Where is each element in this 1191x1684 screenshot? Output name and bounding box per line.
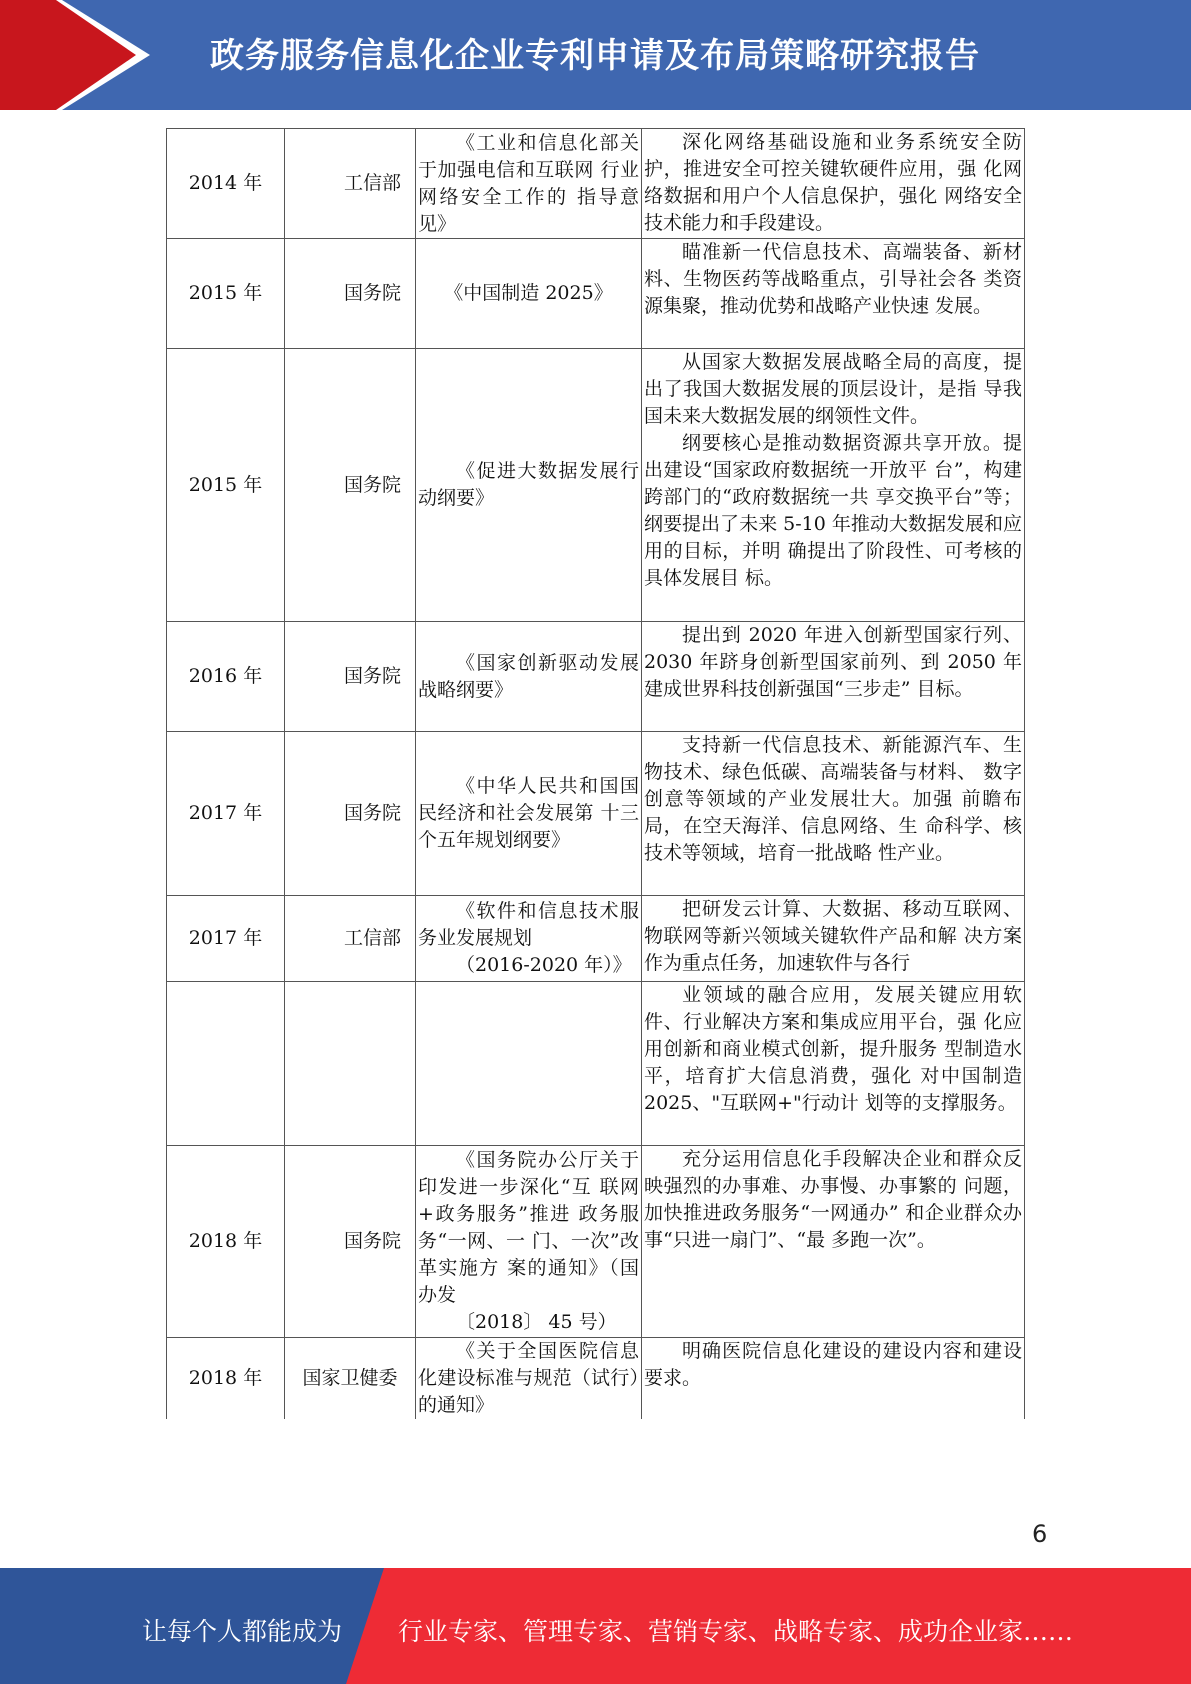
year-cell: 2017 年 [167,896,285,982]
year-cell: 2015 年 [167,239,285,349]
table-row [167,896,1025,982]
doc-cell: 《工业和信息化部关于加强电信和互联网 行业网络安全工作的 指导意见》 [416,129,642,239]
doc-cell [416,982,642,1146]
content-paragraph: 明确医院信息化建设的建设内容和建设要求。 [644,1340,1022,1389]
content-cell [642,129,1025,239]
content-paragraph: 瞄准新一代信息技术、高端装备、新材料、生物医药等战略重点，引导社会各 类资源集聚，推动优势和战略产业快速 发展。 [644,241,1022,317]
content-cell [642,239,1025,349]
content-cell [642,732,1025,896]
year-cell [167,982,285,1146]
header-red-chevron [0,0,150,110]
content-paragraph: 从国家大数据发展战略全局的高度，提出了我国大数据发展的顶层设计，是指 导我国未来大数据发展的纲领性文件。 [644,351,1022,427]
dept-cell: 工信部 [285,129,416,239]
content-paragraph: 业领域的融合应用，发展关键应用软件、行业解决方案和集成应用平台，强 化应用创新和商业模式创新，提升服务 型制造水平，培育扩大信息消费，强化 对中国制造 2025、"互联网+"行动计 划等的支撑服务。 [644,984,1022,1114]
content-paragraph: 纲要核心是推动数据资源共享开放。提出建设“国家政府数据统一开放平 台”，构建跨部门的“政府数据统一共 享交换平台”等；纲要提出了未来 5-10 年推动大数据发展和应用的目标，并明 确提出了阶段性、可考核的具体发展目 标。 [644,432,1022,589]
table-row [167,622,1025,732]
year-cell: 2014 年 [167,129,285,239]
doc-cell [416,896,642,982]
content-cell [642,622,1025,732]
year-cell: 2018 年 [167,1146,285,1338]
doc-title: 《国务院办公厅关于印发进一步深化“互 联网+政务服务”推进 政务服务“一网、一 门、一次”改革实施方 案的通知》（国办发 [418,1149,639,1306]
doc-cell: 《中华人民共和国国民经济和社会发展第 十三个五年规划纲要》 [416,732,642,896]
doc-cell: 《促进大数据发展行动纲要》 [416,349,642,622]
content-cell [642,1338,1025,1420]
year-cell: 2018 年 [167,1338,285,1420]
dept-cell: 国务院 [285,732,416,896]
table-row [167,1338,1025,1420]
dept-cell: 国务院 [285,239,416,349]
content-paragraph: 深化网络基础设施和业务系统安全防护，推进安全可控关键软硬件应用，强 化网络数据和用户个人信息保护，强化 网络安全技术能力和手段建设。 [644,131,1022,234]
page-title: 政务服务信息化企业专利申请及布局策略研究报告 [210,36,980,76]
content-cell [642,896,1025,982]
year-cell: 2016 年 [167,622,285,732]
table-row [167,732,1025,896]
content-cell [642,349,1025,622]
doc-cell: 《国家创新驱动发展战略纲要》 [416,622,642,732]
page-footer [0,1568,1191,1684]
content-paragraph: 充分运用信息化手段解决企业和群众反映强烈的办事难、办事慢、办事繁的 问题，加快推进政务服务“一网通办” 和企业群众办事“只进一扇门”、“最 多跑一次”。 [644,1148,1022,1251]
dept-cell: 国务院 [285,349,416,622]
table-row [167,982,1025,1146]
doc-cell: 《关于全国医院信息化建设标准与规范（试行）的通知》 [416,1338,642,1420]
content-cell [642,1146,1025,1338]
dept-cell: 国家卫健委 [285,1338,416,1420]
dept-cell [285,982,416,1146]
doc-title-years: （2016-2020 年）》 [456,954,632,976]
dept-cell: 国务院 [285,622,416,732]
page-header [0,0,1191,110]
doc-title: 《软件和信息技术服务业发展规划 [418,900,639,949]
table-row [167,129,1025,239]
footer-slogan-left: 让每个人都能成为 [142,1617,343,1646]
table-row [167,349,1025,622]
year-cell: 2015 年 [167,349,285,622]
year-cell: 2017 年 [167,732,285,896]
doc-cell [416,1146,642,1338]
content-paragraph: 支持新一代信息技术、新能源汽车、生物技术、绿色低碳、高端装备与材料、 数字创意等领域的产业发展壮大。加强 前瞻布局，在空天海洋、信息网络、生 命科学、核技术等领域，培育一批战略 性产业。 [644,734,1022,864]
dept-cell: 国务院 [285,1146,416,1338]
dept-cell: 工信部 [285,896,416,982]
doc-cell: 《中国制造 2025》 [416,239,642,349]
content-paragraph: 把研发云计算、大数据、移动互联网、物联网等新兴领域关键软件产品和解 决方案作为重点任务，加速软件与各行 [644,898,1022,974]
doc-title-number: 〔2018〕 45 号） [456,1311,617,1333]
footer-slogan-right: 行业专家、管理专家、营销专家、战略专家、成功企业家…… [398,1617,1074,1646]
table-row [167,1146,1025,1338]
content-cell [642,982,1025,1146]
policy-table [166,128,1025,1419]
table-row [167,239,1025,349]
content-paragraph: 提出到 2020 年进入创新型国家行列、2030 年跻身创新型国家前列、到 2050 年建成世界科技创新强国“三步走” 目标。 [644,624,1022,700]
page-number: 6 [1032,1520,1048,1548]
